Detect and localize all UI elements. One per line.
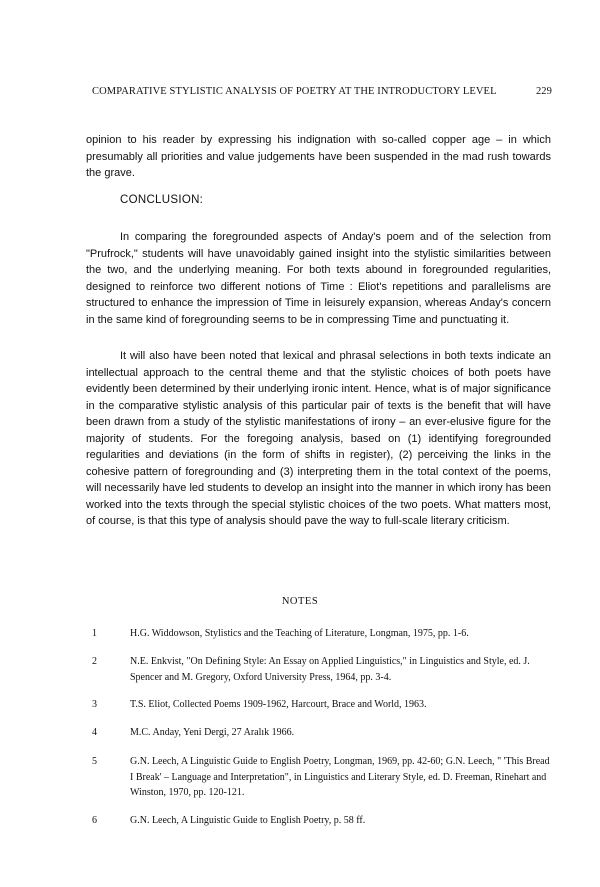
note-text: G.N. Leech, A Linguistic Guide to English Poetry, Longman, 1969, pp. 42-60; G.N. Leech, " 'This Bread I Break' – Language and Interpretation", in Linguistics and Literary Style, ed. D. Freeman, Rinehart and Winston, 1970, pp. 120-121. — [130, 756, 550, 798]
paragraph-opening: opinion to his reader by expressing his indignation with so-called copper age – in which presumably all priorities and value judgements have been suspended in the mad rush towards the grave. — [86, 134, 551, 179]
note-text: G.N. Leech, A Linguistic Guide to English Poetry, p. 58 ff. — [130, 815, 366, 826]
note-text: M.C. Anday, Yeni Dergi, 27 Aralık 1966. — [130, 727, 295, 738]
note-item — [92, 725, 554, 741]
notes-title: NOTES — [281, 596, 319, 607]
note-item — [92, 697, 554, 713]
note-item — [92, 654, 554, 685]
note-number: 3 — [92, 699, 97, 710]
page-number: 229 — [535, 86, 552, 97]
note-number: 2 — [92, 656, 97, 667]
note-number: 1 — [92, 628, 97, 639]
note-number: 5 — [92, 756, 97, 767]
note-item — [92, 813, 554, 829]
paragraph-conclusion-2: It will also have been noted that lexical and phrasal selections in both texts indicate an intellectual approach to the central theme and that the stylistic choices of both poets have evidently been determined by their underlying ironic intent. Hence, what is of major significance in the comparative stylistic analysis of this particular pair of texts is the benefit that will have been drawn from a study of the stylistic manifestations of irony – an ever-elusive figure for the majority of students. For the foregoing analysis, based on (1) identifying foregrounded regularities and deviations (in the form of shifts in register), (2) perceiving the links in the cohesive pattern of foregrounding and (3) interpreting them in the total context of the poems, will necessarily have led students to develop an insight into the manner in which irony has been worked into the texts through the special stylistic choices of the two poets. What matters most, of course, is that this type of analysis should pave the way to full-scale literary criticism. — [86, 350, 551, 527]
note-number: 4 — [92, 727, 97, 738]
note-text: T.S. Eliot, Collected Poems 1909-1962, Harcourt, Brace and World, 1963. — [130, 699, 427, 710]
header-title: COMPARATIVE STYLISTIC ANALYSIS OF POETRY AT THE INTRODUCTORY LEVEL — [92, 86, 497, 97]
section-heading-conclusion: CONCLUSION: — [120, 194, 204, 206]
note-item — [92, 626, 554, 642]
note-item — [92, 754, 554, 801]
note-text: H.G. Widdowson, Stylistics and the Teaching of Literature, Longman, 1975, pp. 1-6. — [130, 628, 469, 639]
note-number: 6 — [92, 815, 97, 826]
note-text: N.E. Enkvist, "On Defining Style: An Essay on Applied Linguistics," in Linguistics and Style, ed. J. Spencer and M. Gregory, Oxford University Press, 1964, pp. 3-4. — [130, 656, 530, 683]
paragraph-conclusion-1: In comparing the foregrounded aspects of Anday's poem and of the selection from "Prufrock," students will have unavoidably gained insight into the stylistic similarities between the two, and the underlying meaning. For both texts abound in foregrounded regularities, designed to reinforce two different notions of Time : Eliot's repetitions and parallelisms are structured to enhance the impression of Time in leisurely expansion, whereas Anday's concern in the same kind of foregrounding seems to be in compressing Time and punctuating it. — [86, 231, 551, 326]
running-header — [92, 86, 552, 97]
